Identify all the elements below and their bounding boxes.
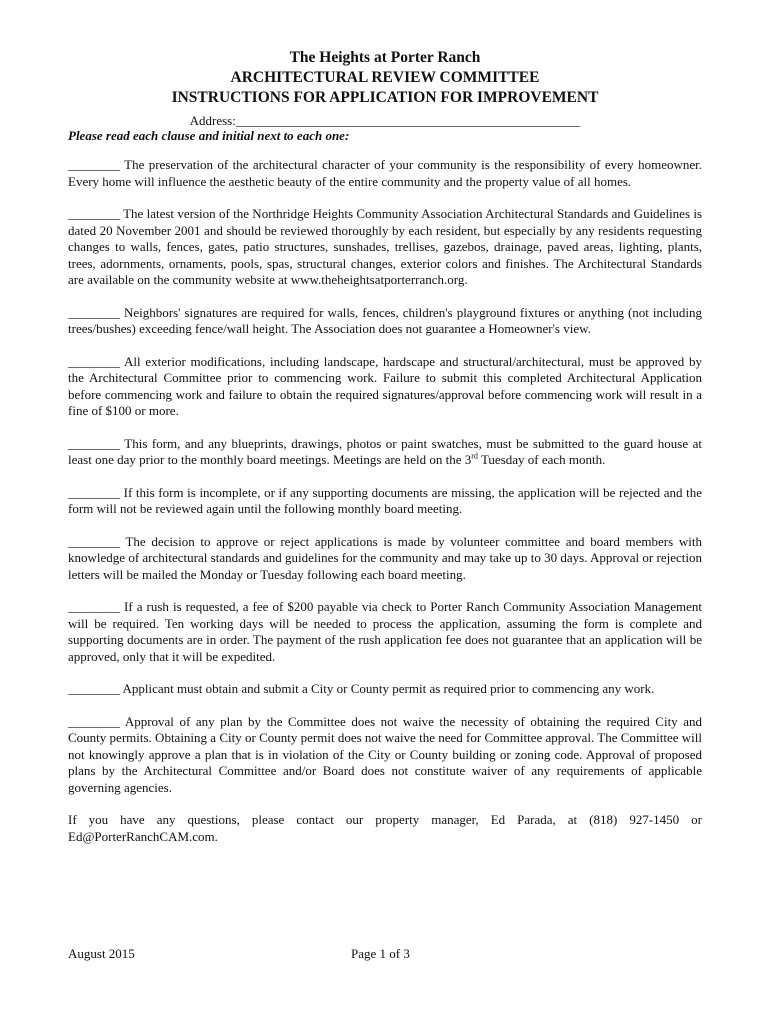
- clause-10: [68, 714, 702, 797]
- page-number: Page 1 of 3: [351, 946, 410, 961]
- ordinal-suffix: rd: [471, 451, 478, 461]
- footer-date: August 2015: [68, 946, 135, 961]
- clause-2: [68, 206, 702, 289]
- clause-8: [68, 599, 702, 665]
- clause-text-end: Tuesday of each month.: [477, 452, 606, 467]
- clause-text: The decision to approve or reject applications is made by volunteer committee and board members with knowledge of architectural standards and guidelines for the community and may take up to 30 days. Approval or rejection letters will be mailed the Monday or Tuesday following each board meeting.: [68, 533, 702, 582]
- clause-list: [68, 157, 702, 861]
- community-name: The Heights at Porter Ranch: [289, 49, 481, 66]
- document-title: INSTRUCTIONS FOR APPLICATION FOR IMPROVEMENT: [171, 89, 599, 106]
- committee-name: ARCHITECTURAL REVIEW COMMITTEE: [230, 69, 540, 86]
- initial-blank: ________: [68, 533, 120, 549]
- contact-paragraph: If you have any questions, please contact our property manager, Ed Parada, at (818) 927-1450 or Ed@PorterRanchCAM.com.: [68, 812, 702, 844]
- clause-4: [68, 354, 702, 420]
- clause-text: Applicant must obtain and submit a City or County permit as required prior to commencing any work.: [120, 681, 655, 696]
- initial-blank: ________: [68, 157, 120, 172]
- clause-text: All exterior modifications, including landscape, hardscape and structural/architectural, must be approved by the Architectural Committee prior to commencing work. Failure to submit this completed Architectural Application before commencing work and failure to obtain the required signatures/approval before commencing work will result in a fine of $100 or more.: [68, 353, 702, 418]
- clause-9: [68, 681, 702, 698]
- clause-5: [68, 436, 702, 469]
- clause-text: If this form is incomplete, or if any supporting documents are missing, the application will be rejected and the form will not be reviewed again until the following monthly board meeting.: [68, 484, 702, 516]
- clause-1: [68, 157, 702, 190]
- clause-text: Approval of any plan by the Committee does not waive the necessity of obtaining the required City and County permits. Obtaining a City or County permit does not waive the need for Committee approval. The Committee will not knowingly approve a plan that is in violation of the City or County building or zoning code. Approval of proposed plans by the Architectural Committee and/or Board does not constitute waiver of any requirements of applicable governing agencies.: [68, 713, 702, 795]
- initial-blank: ________: [68, 681, 120, 696]
- initial-blank: ________: [68, 304, 120, 320]
- clause-text: This form, and any blueprints, drawings, photos or paint swatches, must be submitted to the guard house at least one day prior to the monthly board meetings. Meetings are held on the 3: [68, 435, 702, 467]
- initial-blank: ________: [68, 353, 120, 369]
- initial-blank: ________: [68, 435, 120, 451]
- initial-blank: ________: [68, 484, 120, 500]
- clause-7: [68, 534, 702, 584]
- clause-text: The latest version of the Northridge Heights Community Association Architectural Standards and Guidelines is dated 20 November 2001 and should be reviewed thoroughly by each resident, but especially by any residents requesting changes to walls, fences, gates, patio structures, sunshades, trellises, gazebos, drainage, paved areas, lighting, plants, trees, adornments, ornaments, pools, spas, structural changes, exterior colors and finishes. The Architectural Standards are available on the community website at www.theheightsatporterranch.org.: [68, 206, 702, 287]
- clause-text: Neighbors' signatures are required for walls, fences, children's playground fixtures or anything (not including trees/bushes) exceeding fence/wall height. The Association does not guarantee a Homeowner's view.: [68, 304, 702, 336]
- initial-blank: ________: [68, 713, 120, 729]
- clause-text: The preservation of the architectural character of your community is the responsibility of every homeowner. Every home will influence the aesthetic beauty of the entire community and the property value of all homes.: [68, 157, 702, 189]
- instruction-text: Please read each clause and initial next to each one:: [68, 128, 350, 143]
- initial-blank: ________: [68, 599, 120, 614]
- clause-text: If a rush is requested, a fee of $200 payable via check to Porter Ranch Community Association Management will be required. Ten working days will be needed to process the application, assuming the form is complete and supporting documents are in order. The payment of the rush application fee does not guarantee that an application will be approved, only that it will be expedited.: [68, 599, 702, 664]
- document-header: [0, 48, 770, 108]
- clause-6: [68, 485, 702, 518]
- clause-3: [68, 305, 702, 338]
- initial-blank: ________: [68, 206, 120, 221]
- address-field: Address:_____________________________________________________: [189, 113, 581, 128]
